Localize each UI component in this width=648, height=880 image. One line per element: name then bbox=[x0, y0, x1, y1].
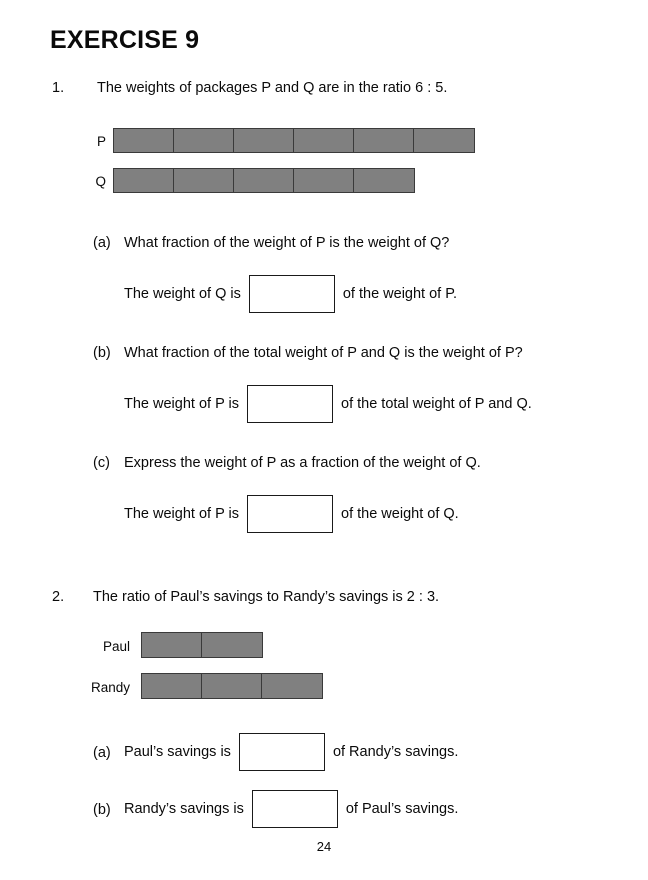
question-2-part-b-answer-row bbox=[124, 790, 458, 828]
bar-unit bbox=[142, 633, 202, 657]
question-1-part-c-question: Express the weight of P as a fraction of the weight of Q. bbox=[124, 455, 481, 471]
answer-suffix: of the total weight of P and Q. bbox=[341, 395, 532, 412]
page-title: EXERCISE 9 bbox=[50, 26, 200, 54]
answer-box-1c[interactable] bbox=[247, 495, 333, 533]
question-1-stem: The weights of packages P and Q are in the ratio 6 : 5. bbox=[97, 80, 448, 96]
bar-unit bbox=[174, 169, 234, 192]
bar-model-paul bbox=[141, 632, 263, 658]
bar-label-q: Q bbox=[95, 174, 106, 189]
page-number: 24 bbox=[316, 839, 332, 854]
bar-unit bbox=[354, 129, 414, 152]
bar-unit bbox=[234, 169, 294, 192]
bar-model-q bbox=[113, 168, 415, 193]
bar-model-p bbox=[113, 128, 475, 153]
question-2-stem: The ratio of Paul’s savings to Randy’s savings is 2 : 3. bbox=[93, 589, 440, 605]
bar-unit bbox=[114, 169, 174, 192]
question-1-part-a-tag: (a) bbox=[93, 235, 111, 251]
answer-box-2b[interactable] bbox=[252, 790, 338, 828]
answer-prefix: The weight of P is bbox=[124, 395, 239, 412]
answer-prefix: The weight of P is bbox=[124, 505, 239, 522]
bar-model-randy bbox=[141, 673, 323, 699]
question-1-part-a-answer-row bbox=[124, 275, 457, 313]
bar-unit bbox=[142, 674, 202, 698]
question-1-part-b-tag: (b) bbox=[93, 345, 111, 361]
bar-unit bbox=[294, 129, 354, 152]
bar-unit bbox=[114, 129, 174, 152]
answer-prefix: Randy’s savings is bbox=[124, 800, 244, 817]
bar-unit bbox=[202, 674, 262, 698]
answer-prefix: The weight of Q is bbox=[124, 285, 241, 302]
question-2-part-a-tag: (a) bbox=[93, 745, 111, 761]
question-2-part-b-tag: (b) bbox=[93, 802, 111, 818]
question-2-part-a-answer-row bbox=[124, 733, 458, 771]
question-1-part-b-question: What fraction of the total weight of P and Q is the weight of P? bbox=[124, 345, 523, 361]
answer-box-1a[interactable] bbox=[249, 275, 335, 313]
bar-unit bbox=[234, 129, 294, 152]
bar-label-paul: Paul bbox=[102, 639, 130, 654]
question-1-part-c-tag: (c) bbox=[93, 455, 110, 471]
question-2-number: 2. bbox=[52, 589, 65, 605]
bar-label-randy: Randy bbox=[90, 680, 130, 695]
answer-suffix: of Randy’s savings. bbox=[332, 743, 459, 760]
bar-label-p: P bbox=[96, 134, 106, 149]
answer-box-2a[interactable] bbox=[239, 733, 325, 771]
bar-unit bbox=[202, 633, 262, 657]
question-1-number: 1. bbox=[52, 80, 65, 96]
question-1-part-c-answer-row bbox=[124, 495, 459, 533]
bar-unit bbox=[354, 169, 414, 192]
answer-suffix: of the weight of Q. bbox=[341, 505, 459, 522]
answer-suffix: of the weight of P. bbox=[342, 285, 458, 302]
bar-unit bbox=[174, 129, 234, 152]
answer-prefix: Paul’s savings is bbox=[124, 743, 231, 760]
bar-unit bbox=[414, 129, 474, 152]
question-1-part-a-question: What fraction of the weight of P is the weight of Q? bbox=[124, 235, 450, 251]
answer-box-1b[interactable] bbox=[247, 385, 333, 423]
bar-unit bbox=[294, 169, 354, 192]
question-1-part-b-answer-row bbox=[124, 385, 532, 423]
bar-unit bbox=[262, 674, 322, 698]
answer-suffix: of Paul’s savings. bbox=[345, 800, 459, 817]
